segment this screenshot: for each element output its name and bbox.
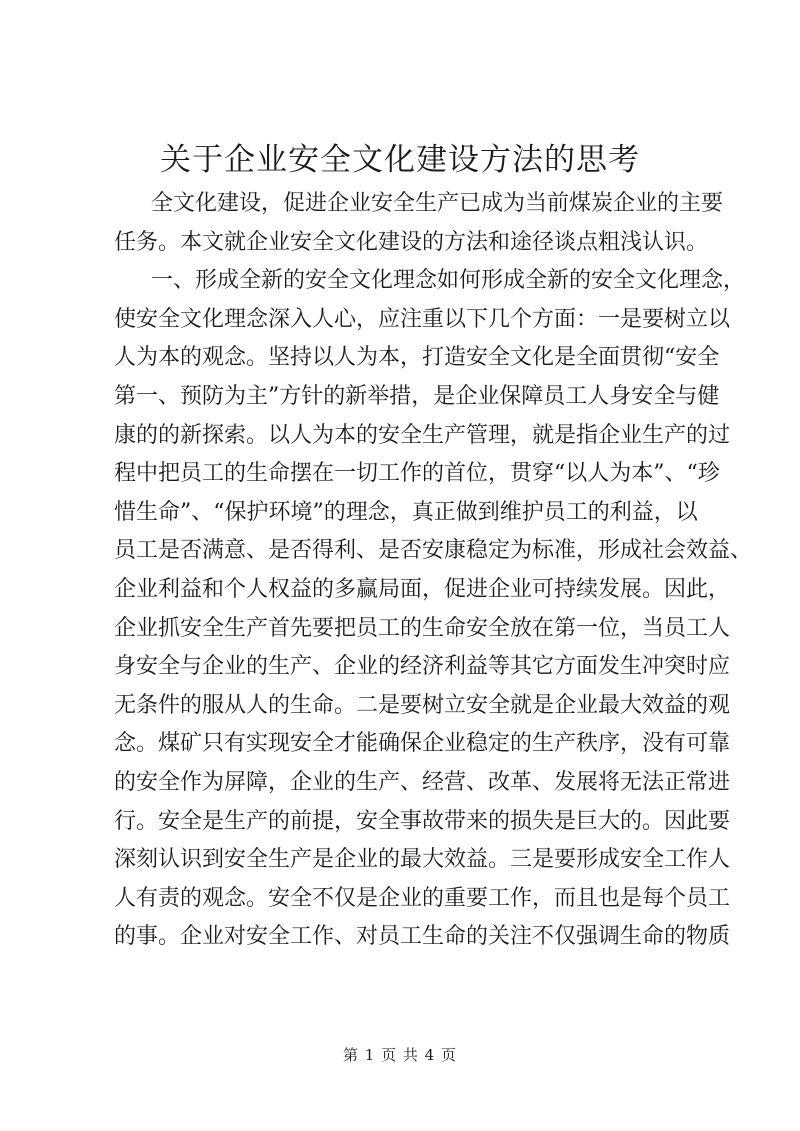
body-line: 程中把员工的生命摆在一切工作的首位，贯穿“以人为本”、“珍 <box>114 461 720 487</box>
body-line: 行。安全是生产的前提，安全事故带来的损失是巨大的。因此要 <box>114 808 731 834</box>
body-line: 人有责的观念。安全不仅是企业的重要工作，而且也是每个员工 <box>114 885 731 911</box>
body-line: 无条件的服从人的生命。二是要树立安全就是企业最大效益的观 <box>114 692 731 718</box>
body-line: 企业抓安全生产首先要把员工的生命安全放在第一位，当员工人 <box>114 615 731 641</box>
body-line: 使安全文化理念深入人心，应注重以下几个方面：一是要树立以 <box>114 306 731 332</box>
body-line: 康的的新探索。以人为本的安全生产管理，就是指企业生产的过 <box>114 422 731 448</box>
body-line: 一、形成全新的安全文化理念如何形成全新的安全文化理念， <box>151 268 746 294</box>
document-body <box>114 185 753 957</box>
body-line: 员工是否满意、是否得利、是否安康稳定为标准，形成社会效益、 <box>114 538 753 564</box>
body-line: 任务。本文就企业安全文化建设的方法和途径谈点粗浅认识。 <box>114 229 709 255</box>
page-number-footer: 第 1 页 共 4 页 <box>343 1046 457 1064</box>
body-line: 念。煤矿只有实现安全才能确保企业稳定的生产秩序，没有可靠 <box>114 731 731 757</box>
body-line: 惜生命”、“保护环境”的理念，真正做到维护员工的利益，以 <box>114 499 698 525</box>
body-line: 身安全与企业的生产、企业的经济利益等其它方面发生冲突时应 <box>114 654 731 680</box>
body-line: 的事。企业对安全工作、对员工生命的关注不仅强调生命的物质 <box>114 924 731 950</box>
body-line: 第一、预防为主”方针的新举措，是企业保障员工人身安全与健 <box>114 383 720 409</box>
body-line: 人为本的观念。坚持以人为本，打造安全文化是全面贯彻“安全 <box>114 345 720 371</box>
body-line: 深刻认识到安全生产是企业的最大效益。三是要形成安全工作人 <box>114 847 731 873</box>
body-line: 的安全作为屏障，企业的生产、经营、改革、发展将无法正常进 <box>114 769 731 795</box>
document-title: 关于企业安全文化建设方法的思考 <box>160 142 640 178</box>
body-line: 全文化建设，促进企业安全生产已成为当前煤炭企业的主要 <box>151 191 724 216</box>
body-line: 企业利益和个人权益的多赢局面，促进企业可持续发展。因此， <box>114 576 731 602</box>
